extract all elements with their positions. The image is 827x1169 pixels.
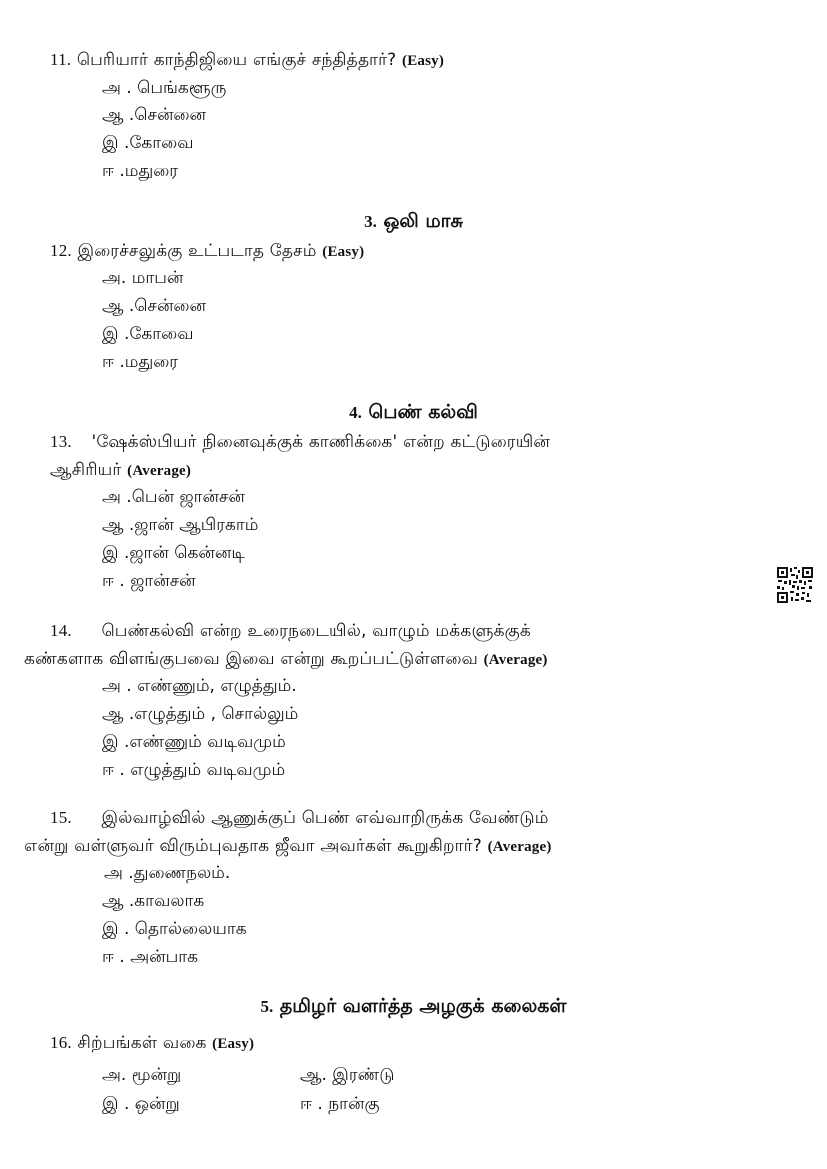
section-heading-5 bbox=[0, 995, 827, 1020]
question-14 bbox=[50, 621, 531, 643]
option-a: அ. மாபன் bbox=[102, 268, 184, 288]
difficulty-tag: (Easy) bbox=[402, 53, 445, 69]
option-a: அ . எண்ணும், எழுத்தும். bbox=[102, 676, 297, 696]
option-b: ஆ .காவலாக bbox=[102, 891, 205, 911]
question-text-line-2: கண்களாக விளங்குபவை இவை என்று கூறப்பட்டுள்ளவை bbox=[24, 649, 478, 669]
option-b: ஆ. இரண்டு bbox=[300, 1065, 395, 1085]
option-d: ஈ .மதுரை bbox=[102, 352, 179, 372]
difficulty-tag: (Easy) bbox=[212, 1036, 255, 1052]
question-number: 12. bbox=[50, 241, 72, 260]
question-14-continued bbox=[24, 649, 548, 671]
section-title: பெண் கல்வி bbox=[368, 401, 478, 423]
question-11 bbox=[50, 50, 444, 72]
option-c: இ . ஒன்று bbox=[102, 1094, 180, 1114]
question-13-continued bbox=[50, 460, 191, 482]
option-a: அ . பெங்களூரு bbox=[102, 78, 227, 98]
question-number: 14. bbox=[50, 621, 72, 640]
section-number: 5. bbox=[260, 997, 274, 1016]
question-text: பெரியார் காந்திஜியை எங்குச் சந்தித்தார்? bbox=[76, 50, 397, 70]
section-number: 3. bbox=[364, 212, 377, 231]
option-a: அ. மூன்று bbox=[102, 1065, 182, 1085]
question-15 bbox=[50, 808, 549, 830]
option-c: இ . தொல்லையாக bbox=[102, 919, 247, 939]
question-number: 11. bbox=[50, 50, 72, 69]
difficulty-tag: (Average) bbox=[127, 463, 192, 479]
question-text: சிற்பங்கள் வகை bbox=[77, 1033, 207, 1053]
option-a: அ .பென் ஜான்சன் bbox=[102, 487, 245, 507]
option-c: இ .ஜான் கென்னடி bbox=[102, 543, 245, 563]
question-text: இரைச்சலுக்கு உட்படாத தேசம் bbox=[77, 241, 317, 261]
question-number: 15. bbox=[50, 808, 72, 827]
option-c: இ .கோவை bbox=[102, 324, 194, 344]
option-a: அ .துணைநலம். bbox=[104, 863, 231, 883]
option-d: ஈ . நான்கு bbox=[300, 1094, 380, 1114]
option-c: இ .கோவை bbox=[102, 133, 194, 153]
question-text-line-2: என்று வள்ளுவர் விரும்புவதாக ஜீவா அவர்கள் கூறுகிறார்? bbox=[24, 836, 482, 856]
question-12 bbox=[50, 241, 364, 263]
option-d: ஈ . எழுத்தும் வடிவமும் bbox=[102, 760, 286, 780]
section-heading-3 bbox=[0, 210, 827, 235]
option-b: ஆ .ஜான் ஆபிரகாம் bbox=[102, 515, 259, 535]
difficulty-tag: (Average) bbox=[487, 839, 552, 855]
question-number: 16. bbox=[50, 1033, 72, 1052]
question-15-continued bbox=[24, 836, 552, 858]
question-text-line-2: ஆசிரியர் bbox=[50, 460, 122, 480]
option-d: ஈ . ஜான்சன் bbox=[102, 571, 196, 591]
section-number: 4. bbox=[349, 403, 362, 422]
option-d: ஈ .மதுரை bbox=[102, 161, 179, 181]
difficulty-tag: (Easy) bbox=[322, 244, 365, 260]
qr-code-icon bbox=[776, 566, 814, 604]
difficulty-tag: (Average) bbox=[483, 652, 548, 668]
option-b: ஆ .சென்னை bbox=[102, 105, 207, 125]
question-16 bbox=[50, 1033, 254, 1055]
option-c: இ .எண்ணும் வடிவமும் bbox=[102, 732, 286, 752]
option-b: ஆ .சென்னை bbox=[102, 296, 207, 316]
question-number: 13. bbox=[50, 432, 72, 451]
section-heading-4 bbox=[0, 401, 827, 426]
question-text-line-1: பெண்கல்வி என்ற உரைநடையில், வாழும் மக்களுக்குக் bbox=[101, 621, 531, 641]
question-13 bbox=[50, 432, 550, 454]
section-title: ஒலி மாசு bbox=[383, 210, 463, 232]
section-title: தமிழர் வளர்த்த அழகுக் கலைகள் bbox=[279, 995, 567, 1017]
question-text-line-1: இல்வாழ்வில் ஆணுக்குப் பெண் எவ்வாறிருக்க வேண்டும் bbox=[101, 808, 549, 828]
question-text-line-1: 'ஷேக்ஸ்பியர் நினைவுக்குக் காணிக்கை' என்ற கட்டுரையின் bbox=[91, 432, 551, 452]
option-b: ஆ .எழுத்தும் , சொல்லும் bbox=[102, 704, 299, 724]
option-d: ஈ . அன்பாக bbox=[102, 947, 198, 967]
